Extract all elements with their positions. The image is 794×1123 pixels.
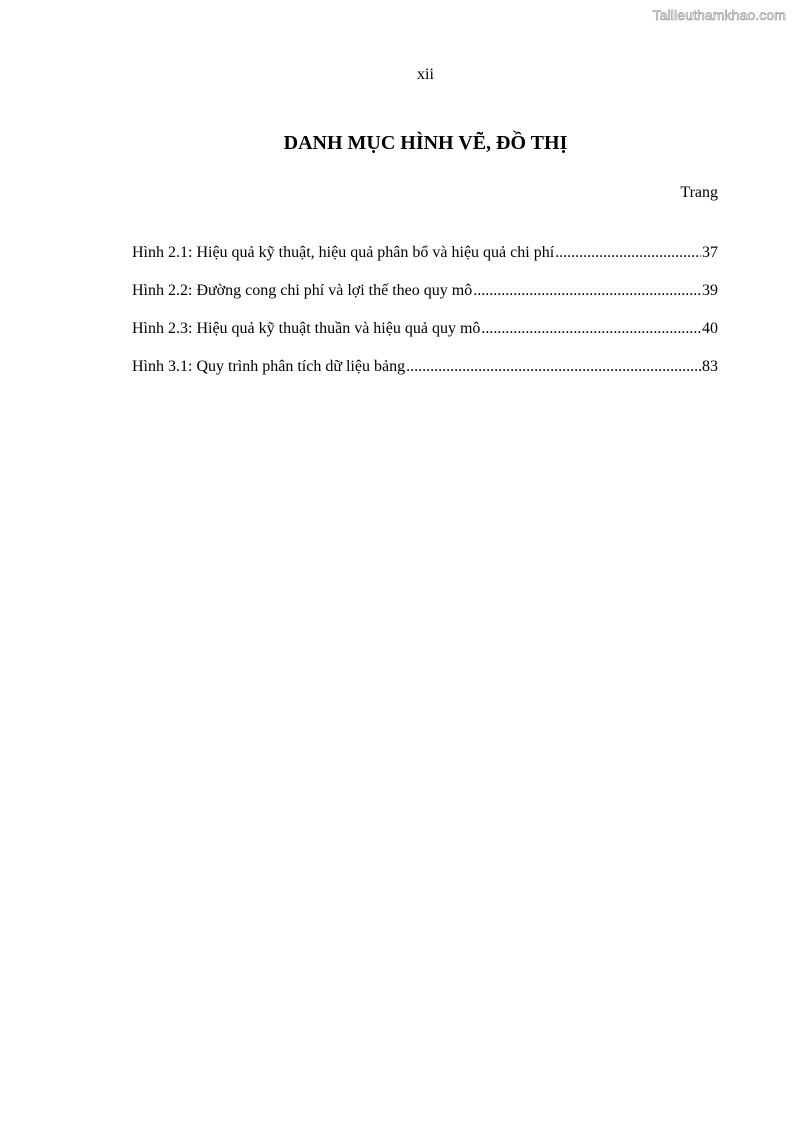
figure-title: Hình 2.1: Hiệu quả kỹ thuật, hiệu quả phân bổ và hiệu quả chi phí — [132, 244, 555, 261]
page-column-header: Trang — [680, 184, 718, 201]
figure-page-number: 39 — [702, 282, 718, 299]
dot-leader — [555, 242, 701, 264]
figure-page-number: 37 — [702, 244, 718, 261]
dot-leader — [481, 318, 701, 340]
watermark: Tailieuthamkhao.com — [652, 7, 786, 23]
figure-page-number: 40 — [702, 320, 718, 337]
list-item[interactable] — [132, 280, 718, 318]
list-item[interactable] — [132, 318, 718, 356]
figure-title: Hình 2.2: Đường cong chi phí và lợi thế theo quy mô — [132, 282, 473, 299]
page-title: DANH MỤC HÌNH VẼ, ĐỒ THỊ — [283, 132, 568, 154]
list-item[interactable] — [132, 242, 718, 280]
figure-title: Hình 2.3: Hiệu quả kỹ thuật thuần và hiệu quả quy mô — [132, 320, 481, 337]
page-number: xii — [417, 66, 434, 83]
dot-leader — [473, 280, 701, 302]
figure-page-number: 83 — [702, 358, 718, 375]
figure-list — [132, 242, 718, 394]
list-item[interactable] — [132, 356, 718, 394]
dot-leader — [406, 356, 701, 378]
figure-title: Hình 3.1: Quy trình phân tích dữ liệu bảng — [132, 358, 406, 375]
